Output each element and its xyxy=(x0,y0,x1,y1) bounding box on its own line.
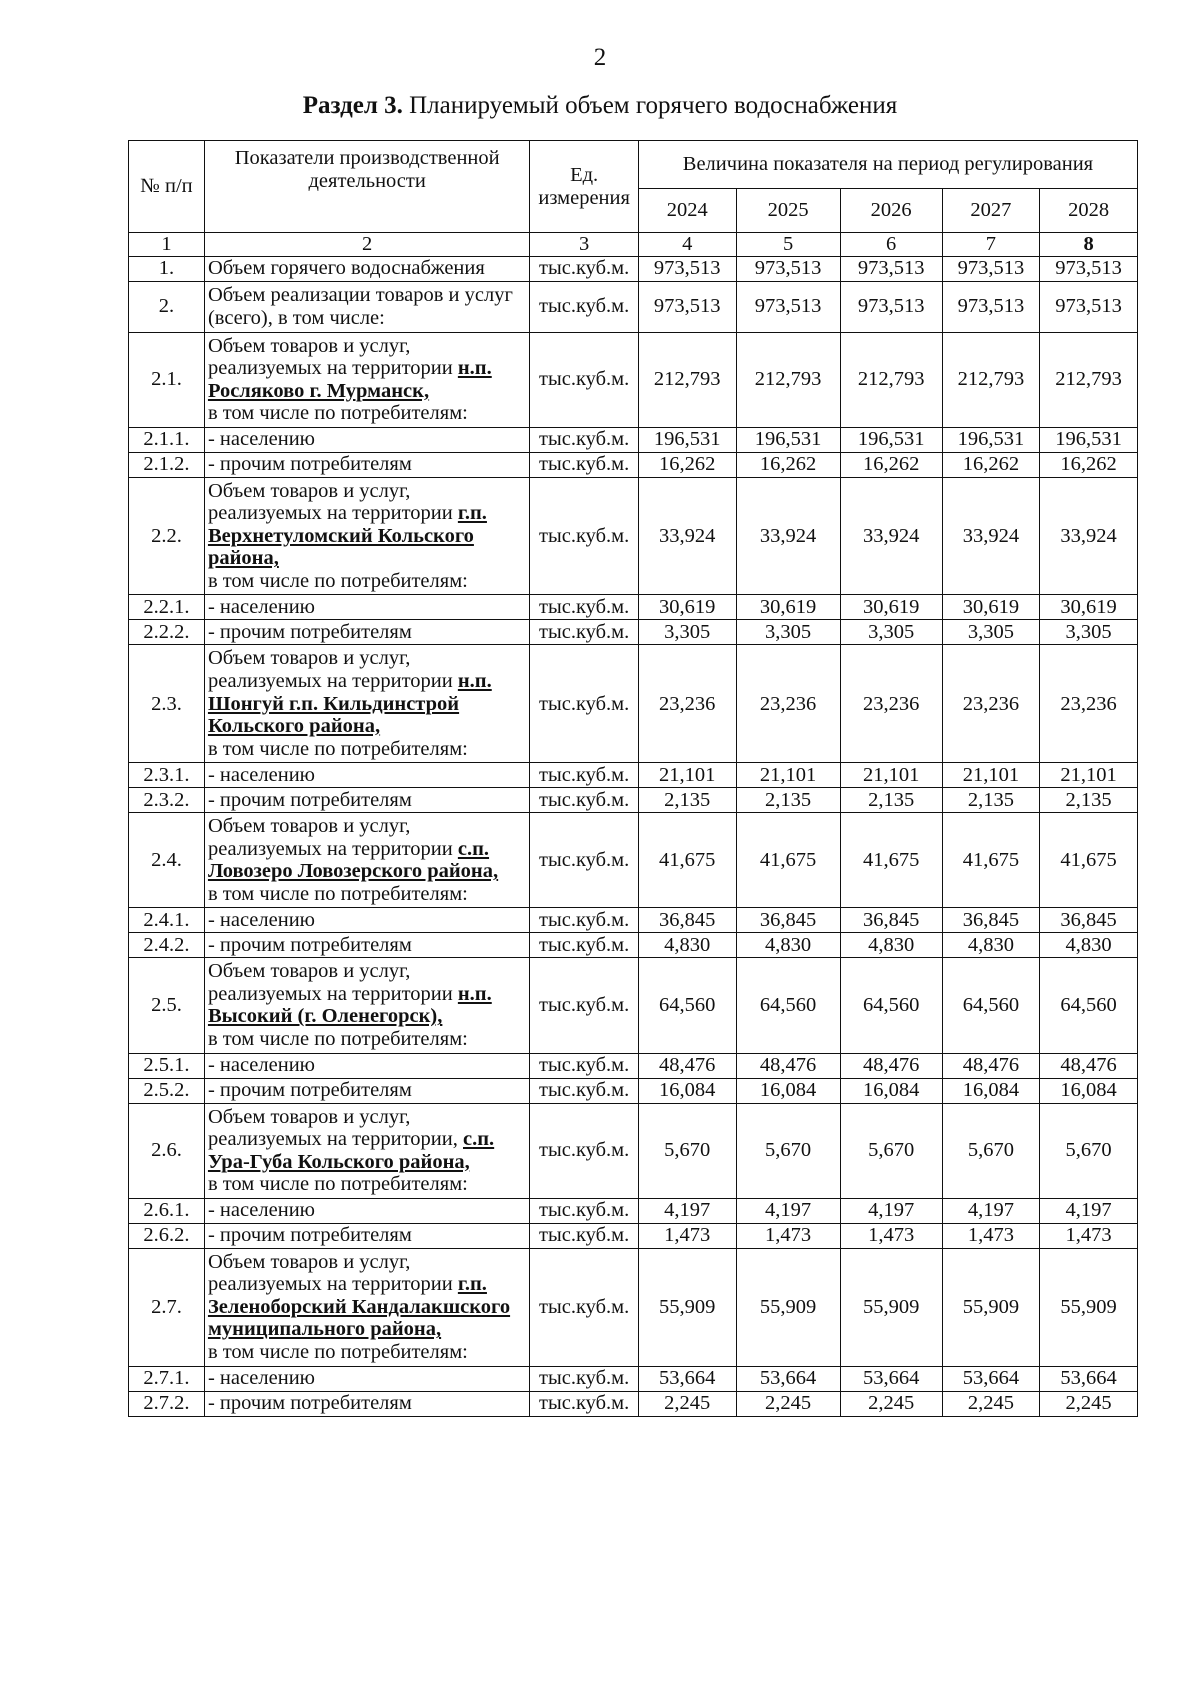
row-indicator xyxy=(204,1103,529,1198)
row-value: 5,670 xyxy=(1040,1103,1138,1198)
row-number: 2.3.1. xyxy=(129,763,205,788)
row-value: 64,560 xyxy=(736,958,840,1053)
row-indicator: - населению xyxy=(204,1198,529,1223)
row-unit: тыс.куб.м. xyxy=(530,620,638,645)
column-number: 8 xyxy=(1040,233,1138,257)
row-value: 36,845 xyxy=(736,908,840,933)
column-number: 1 xyxy=(129,233,205,257)
territory-name: г.п. Верхнетуломский Кольского района, xyxy=(207,502,487,570)
indicator-text: Объем товаров и услуг, реализуемых на территории xyxy=(207,1250,458,1296)
row-unit: тыс.куб.м. xyxy=(530,958,638,1053)
row-value: 53,664 xyxy=(1040,1366,1138,1391)
row-value: 16,262 xyxy=(736,452,840,477)
row-indicator: - прочим потребителям xyxy=(204,1391,529,1416)
row-value: 973,513 xyxy=(1040,256,1138,281)
row-value: 16,084 xyxy=(1040,1078,1138,1103)
row-unit: тыс.куб.м. xyxy=(530,1248,638,1366)
table-row xyxy=(129,1078,1138,1103)
table-row xyxy=(129,1053,1138,1078)
table-row xyxy=(129,1366,1138,1391)
row-value: 4,197 xyxy=(1040,1198,1138,1223)
row-value: 48,476 xyxy=(840,1053,942,1078)
row-number: 2.5. xyxy=(129,958,205,1053)
row-value: 5,670 xyxy=(840,1103,942,1198)
row-value: 23,236 xyxy=(840,645,942,763)
section-title-bold: Раздел 3. xyxy=(302,92,403,119)
row-value: 16,262 xyxy=(942,452,1040,477)
row-number: 2.1.1. xyxy=(129,427,205,452)
row-value: 55,909 xyxy=(942,1248,1040,1366)
table-row xyxy=(129,958,1138,1053)
column-number: 7 xyxy=(942,233,1040,257)
row-value: 973,513 xyxy=(638,281,736,332)
row-value: 64,560 xyxy=(638,958,736,1053)
indicator-text: Объем товаров и услуг, реализуемых на территории xyxy=(207,479,458,525)
row-value: 1,473 xyxy=(638,1223,736,1248)
row-indicator: - населению xyxy=(204,427,529,452)
row-indicator: - прочим потребителям xyxy=(204,1223,529,1248)
row-value: 196,531 xyxy=(942,427,1040,452)
indicator-text: Объем товаров и услуг, реализуемых на территории xyxy=(207,815,458,860)
row-value: 973,513 xyxy=(942,256,1040,281)
row-unit: тыс.куб.м. xyxy=(530,1391,638,1416)
table-body xyxy=(129,256,1138,1416)
header-year: 2024 xyxy=(638,189,736,233)
row-value: 3,305 xyxy=(638,620,736,645)
row-value: 973,513 xyxy=(942,281,1040,332)
row-value: 5,670 xyxy=(736,1103,840,1198)
row-value: 1,473 xyxy=(736,1223,840,1248)
row-value: 16,084 xyxy=(840,1078,942,1103)
row-indicator: - прочим потребителям xyxy=(204,452,529,477)
row-value: 30,619 xyxy=(840,595,942,620)
row-value: 2,135 xyxy=(1040,788,1138,813)
row-indicator: - населению xyxy=(204,1366,529,1391)
row-value: 973,513 xyxy=(840,281,942,332)
row-indicator: - населению xyxy=(204,1053,529,1078)
row-unit: тыс.куб.м. xyxy=(530,788,638,813)
column-number: 2 xyxy=(204,233,529,257)
row-value: 212,793 xyxy=(1040,332,1138,427)
row-number: 2.2.2. xyxy=(129,620,205,645)
row-value: 4,830 xyxy=(942,933,1040,958)
row-unit: тыс.куб.м. xyxy=(530,1223,638,1248)
row-number: 2.1. xyxy=(129,332,205,427)
header-value: Величина показателя на период регулирования xyxy=(638,141,1137,189)
row-number: 2.4.2. xyxy=(129,933,205,958)
territory-name: г.п. Зеленоборский Кандалакшского муниципального района, xyxy=(207,1273,511,1341)
row-value: 30,619 xyxy=(1040,595,1138,620)
row-value: 1,473 xyxy=(840,1223,942,1248)
row-value: 23,236 xyxy=(638,645,736,763)
row-unit: тыс.куб.м. xyxy=(530,477,638,595)
row-value: 2,245 xyxy=(638,1391,736,1416)
row-unit: тыс.куб.м. xyxy=(530,1198,638,1223)
table-row xyxy=(129,788,1138,813)
row-value: 3,305 xyxy=(840,620,942,645)
row-value: 21,101 xyxy=(736,763,840,788)
row-indicator xyxy=(204,477,529,595)
row-value: 23,236 xyxy=(942,645,1040,763)
row-indicator xyxy=(204,645,529,763)
territory-name: н.п. Шонгуй г.п. Кильдинстрой Кольского района, xyxy=(207,670,492,738)
row-value: 196,531 xyxy=(736,427,840,452)
row-unit: тыс.куб.м. xyxy=(530,933,638,958)
table-row xyxy=(129,452,1138,477)
row-value: 41,675 xyxy=(942,813,1040,908)
row-number: 2.7.2. xyxy=(129,1391,205,1416)
header-num: № п/п xyxy=(129,141,205,233)
indicator-text: Объем товаров и услуг, реализуемых на территории, xyxy=(207,1105,463,1151)
row-value: 53,664 xyxy=(736,1366,840,1391)
row-value: 2,135 xyxy=(736,788,840,813)
table-row xyxy=(129,813,1138,908)
row-value: 4,830 xyxy=(736,933,840,958)
row-value: 16,262 xyxy=(840,452,942,477)
row-value: 36,845 xyxy=(840,908,942,933)
header-unit: Ед. измерения xyxy=(530,141,638,233)
table-row xyxy=(129,256,1138,281)
row-unit: тыс.куб.м. xyxy=(530,595,638,620)
row-value: 16,262 xyxy=(1040,452,1138,477)
row-value: 973,513 xyxy=(736,281,840,332)
row-value: 4,197 xyxy=(840,1198,942,1223)
row-value: 41,675 xyxy=(840,813,942,908)
row-number: 2.7.1. xyxy=(129,1366,205,1391)
row-value: 3,305 xyxy=(1040,620,1138,645)
row-value: 55,909 xyxy=(736,1248,840,1366)
row-number: 2.2. xyxy=(129,477,205,595)
row-value: 53,664 xyxy=(942,1366,1040,1391)
row-value: 196,531 xyxy=(638,427,736,452)
row-value: 30,619 xyxy=(638,595,736,620)
row-indicator: - прочим потребителям xyxy=(204,933,529,958)
row-value: 21,101 xyxy=(1040,763,1138,788)
row-value: 2,135 xyxy=(638,788,736,813)
row-value: 212,793 xyxy=(638,332,736,427)
header-row-column-numbers xyxy=(129,233,1138,257)
row-unit: тыс.куб.м. xyxy=(530,256,638,281)
table-row xyxy=(129,332,1138,427)
row-value: 2,245 xyxy=(840,1391,942,1416)
row-value: 23,236 xyxy=(1040,645,1138,763)
row-unit: тыс.куб.м. xyxy=(530,332,638,427)
row-value: 21,101 xyxy=(638,763,736,788)
row-value: 212,793 xyxy=(736,332,840,427)
indicator-text: Объем товаров и услуг, реализуемых на территории xyxy=(207,960,458,1005)
territory-name: с.п. Ловозеро Ловозерского района, xyxy=(207,837,499,883)
header-year: 2028 xyxy=(1040,189,1138,233)
row-value: 53,664 xyxy=(840,1366,942,1391)
row-value: 64,560 xyxy=(1040,958,1138,1053)
column-number: 6 xyxy=(840,233,942,257)
row-number: 2.3.2. xyxy=(129,788,205,813)
indicator-consumers-note: в том числе по потребителям: xyxy=(207,1028,468,1051)
row-number: 2.4. xyxy=(129,813,205,908)
row-value: 16,084 xyxy=(942,1078,1040,1103)
row-value: 973,513 xyxy=(638,256,736,281)
row-indicator: Объем реализации товаров и услуг (всего), в том числе: xyxy=(204,281,529,332)
row-number: 2.6. xyxy=(129,1103,205,1198)
row-value: 3,305 xyxy=(942,620,1040,645)
table-row xyxy=(129,933,1138,958)
row-indicator xyxy=(204,1248,529,1366)
row-value: 4,197 xyxy=(638,1198,736,1223)
row-unit: тыс.куб.м. xyxy=(530,427,638,452)
column-number: 4 xyxy=(638,233,736,257)
row-number: 1. xyxy=(129,256,205,281)
row-indicator xyxy=(204,332,529,427)
row-value: 33,924 xyxy=(638,477,736,595)
row-value: 973,513 xyxy=(1040,281,1138,332)
row-value: 4,197 xyxy=(942,1198,1040,1223)
row-unit: тыс.куб.м. xyxy=(530,452,638,477)
row-unit: тыс.куб.м. xyxy=(530,1078,638,1103)
row-value: 41,675 xyxy=(736,813,840,908)
table-row xyxy=(129,1248,1138,1366)
row-number: 2.7. xyxy=(129,1248,205,1366)
row-value: 973,513 xyxy=(840,256,942,281)
row-value: 21,101 xyxy=(942,763,1040,788)
row-value: 55,909 xyxy=(638,1248,736,1366)
row-value: 212,793 xyxy=(840,332,942,427)
row-number: 2.6.2. xyxy=(129,1223,205,1248)
row-number: 2.6.1. xyxy=(129,1198,205,1223)
row-value: 23,236 xyxy=(736,645,840,763)
row-value: 2,135 xyxy=(840,788,942,813)
indicator-consumers-note: в том числе по потребителям: xyxy=(207,1173,468,1196)
row-indicator: - прочим потребителям xyxy=(204,1078,529,1103)
row-number: 2. xyxy=(129,281,205,332)
table-row xyxy=(129,1223,1138,1248)
section-title-text: Планируемый объем горячего водоснабжения xyxy=(402,92,898,119)
row-number: 2.5.2. xyxy=(129,1078,205,1103)
hot-water-volume-table xyxy=(128,140,1138,1417)
table-row xyxy=(129,620,1138,645)
row-unit: тыс.куб.м. xyxy=(530,281,638,332)
indicator-consumers-note: в том числе по потребителям: xyxy=(207,1340,468,1363)
row-value: 4,830 xyxy=(1040,933,1138,958)
row-unit: тыс.куб.м. xyxy=(530,908,638,933)
row-value: 33,924 xyxy=(840,477,942,595)
row-value: 55,909 xyxy=(1040,1248,1138,1366)
header-indicator: Показатели производственной деятельности xyxy=(204,141,529,233)
row-value: 3,305 xyxy=(736,620,840,645)
row-value: 33,924 xyxy=(736,477,840,595)
row-number: 2.5.1. xyxy=(129,1053,205,1078)
row-unit: тыс.куб.м. xyxy=(530,763,638,788)
row-value: 4,197 xyxy=(736,1198,840,1223)
row-value: 36,845 xyxy=(638,908,736,933)
row-indicator: - населению xyxy=(204,763,529,788)
table-row xyxy=(129,595,1138,620)
table-row xyxy=(129,281,1138,332)
row-value: 196,531 xyxy=(1040,427,1138,452)
row-value: 41,675 xyxy=(638,813,736,908)
row-value: 5,670 xyxy=(942,1103,1040,1198)
page-number: 2 xyxy=(593,44,607,71)
row-unit: тыс.куб.м. xyxy=(530,1366,638,1391)
row-value: 41,675 xyxy=(1040,813,1138,908)
row-value: 16,262 xyxy=(638,452,736,477)
row-value: 5,670 xyxy=(638,1103,736,1198)
row-value: 48,476 xyxy=(638,1053,736,1078)
row-unit: тыс.куб.м. xyxy=(530,1103,638,1198)
row-value: 16,084 xyxy=(638,1078,736,1103)
column-number: 3 xyxy=(530,233,638,257)
row-value: 30,619 xyxy=(736,595,840,620)
indicator-consumers-note: в том числе по потребителям: xyxy=(207,402,468,425)
indicator-consumers-note: в том числе по потребителям: xyxy=(207,569,468,592)
row-value: 21,101 xyxy=(840,763,942,788)
row-value: 973,513 xyxy=(736,256,840,281)
header-year: 2026 xyxy=(840,189,942,233)
indicator-text: Объем товаров и услуг, реализуемых на территории xyxy=(207,334,458,380)
indicator-consumers-note: в том числе по потребителям: xyxy=(207,737,468,760)
row-number: 2.1.2. xyxy=(129,452,205,477)
row-unit: тыс.куб.м. xyxy=(530,645,638,763)
row-value: 4,830 xyxy=(638,933,736,958)
row-number: 2.3. xyxy=(129,645,205,763)
row-indicator: - населению xyxy=(204,908,529,933)
territory-name: н.п. Росляково г. Мурманск, xyxy=(207,357,492,402)
indicator-consumers-note: в том числе по потребителям: xyxy=(207,882,468,905)
row-value: 64,560 xyxy=(942,958,1040,1053)
column-number: 5 xyxy=(736,233,840,257)
row-value: 2,245 xyxy=(942,1391,1040,1416)
territory-name: с.п. Ура-Губа Кольского района, xyxy=(207,1128,495,1173)
row-value: 33,924 xyxy=(1040,477,1138,595)
row-indicator xyxy=(204,813,529,908)
table-row xyxy=(129,477,1138,595)
row-value: 36,845 xyxy=(1040,908,1138,933)
row-value: 2,135 xyxy=(942,788,1040,813)
row-unit: тыс.куб.м. xyxy=(530,1053,638,1078)
row-indicator: Объем горячего водоснабжения xyxy=(204,256,529,281)
row-value: 55,909 xyxy=(840,1248,942,1366)
header-row-1 xyxy=(129,141,1138,189)
row-value: 2,245 xyxy=(1040,1391,1138,1416)
row-value: 36,845 xyxy=(942,908,1040,933)
table-row xyxy=(129,1198,1138,1223)
table-row xyxy=(129,763,1138,788)
table-row xyxy=(129,908,1138,933)
row-value: 64,560 xyxy=(840,958,942,1053)
row-value: 53,664 xyxy=(638,1366,736,1391)
table-row xyxy=(129,427,1138,452)
row-indicator xyxy=(204,958,529,1053)
row-indicator: - прочим потребителям xyxy=(204,620,529,645)
row-unit: тыс.куб.м. xyxy=(530,813,638,908)
row-number: 2.2.1. xyxy=(129,595,205,620)
row-value: 48,476 xyxy=(1040,1053,1138,1078)
row-value: 196,531 xyxy=(840,427,942,452)
table-row xyxy=(129,645,1138,763)
row-value: 33,924 xyxy=(942,477,1040,595)
row-value: 1,473 xyxy=(942,1223,1040,1248)
row-indicator: - населению xyxy=(204,595,529,620)
row-indicator: - прочим потребителям xyxy=(204,788,529,813)
table-row xyxy=(129,1391,1138,1416)
row-value: 48,476 xyxy=(736,1053,840,1078)
row-value: 16,084 xyxy=(736,1078,840,1103)
table-row xyxy=(129,1103,1138,1198)
row-value: 30,619 xyxy=(942,595,1040,620)
row-value: 1,473 xyxy=(1040,1223,1138,1248)
indicator-text: Объем товаров и услуг, реализуемых на территории xyxy=(207,647,458,693)
row-value: 4,830 xyxy=(840,933,942,958)
header-year: 2025 xyxy=(736,189,840,233)
section-title xyxy=(0,92,1200,120)
row-value: 48,476 xyxy=(942,1053,1040,1078)
row-number: 2.4.1. xyxy=(129,908,205,933)
header-year: 2027 xyxy=(942,189,1040,233)
row-value: 2,245 xyxy=(736,1391,840,1416)
row-value: 212,793 xyxy=(942,332,1040,427)
territory-name: н.п. Высокий (г. Оленегорск), xyxy=(207,982,492,1028)
